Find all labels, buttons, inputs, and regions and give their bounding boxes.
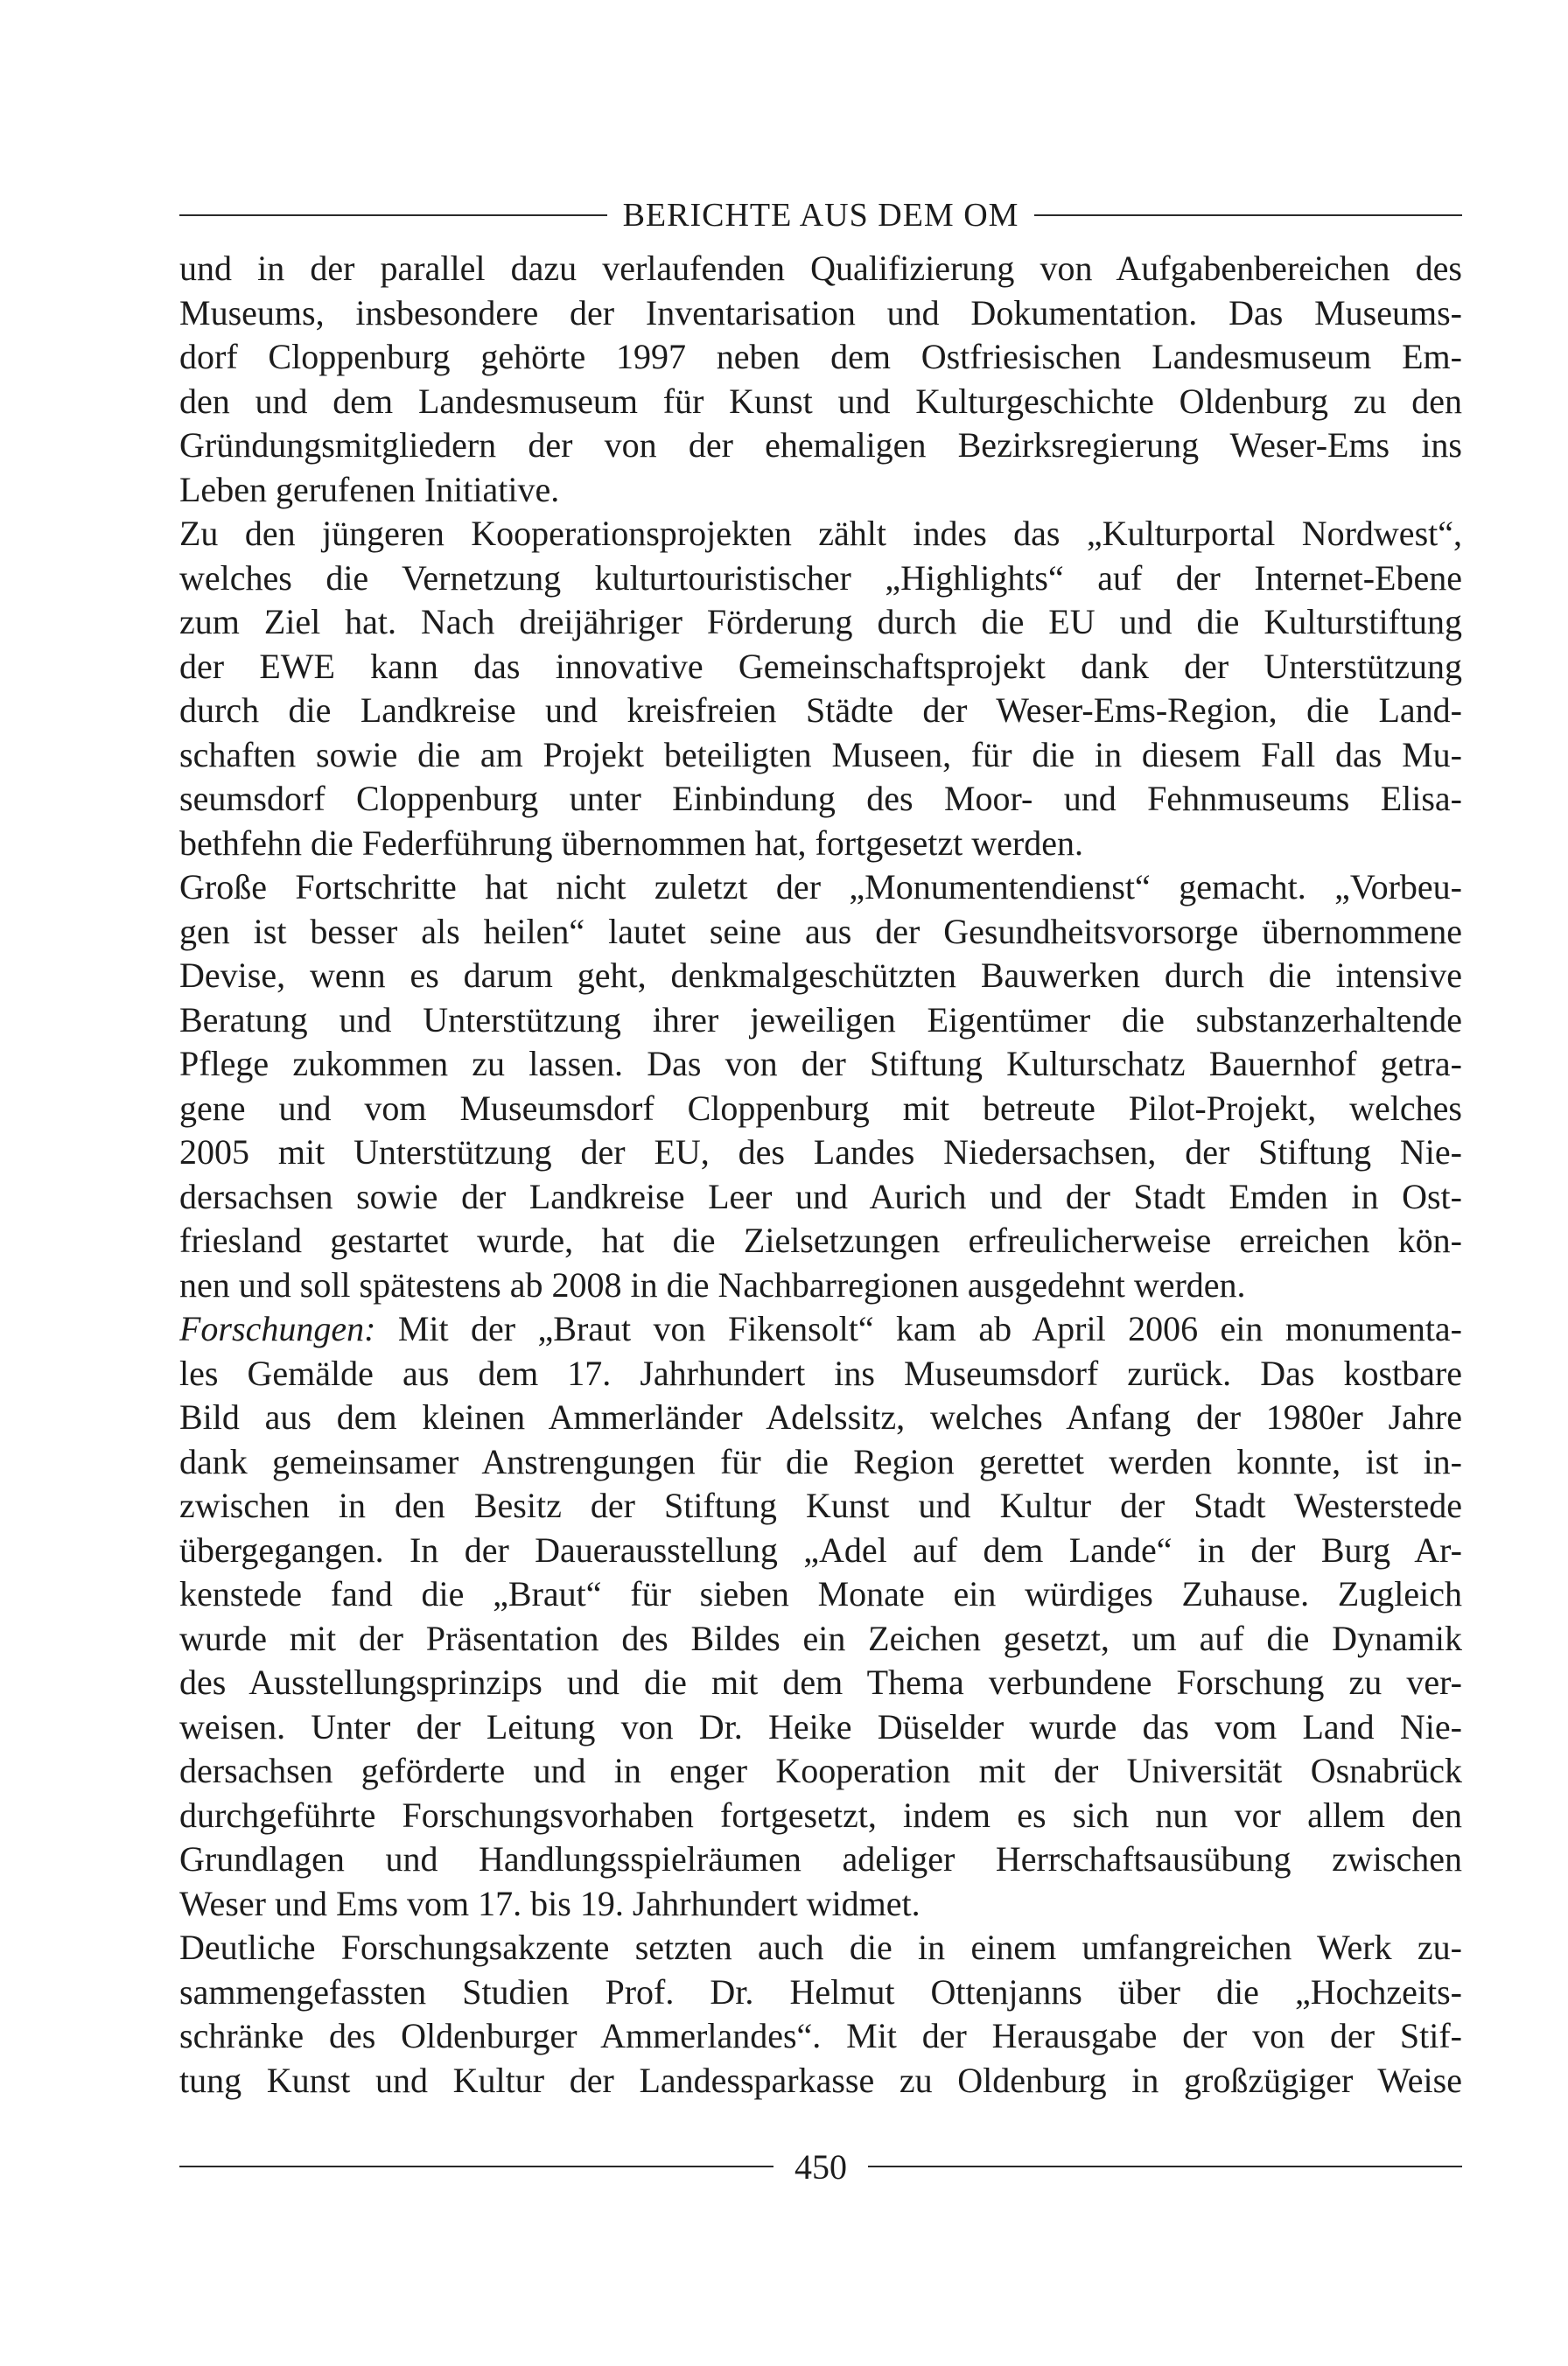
text-line: Große Fortschritte hat nicht zuletzt der „Monumentendienst“ gemacht. „Vorbeu- [179,867,1462,906]
running-head [179,187,1462,243]
text-line: Gründungsmitgliedern der von der ehemaligen Bezirksregierung Weser-Ems ins [179,425,1462,465]
page-footer [179,2138,1462,2194]
text-line: zwischen in den Besitz der Stiftung Kunst und Kultur der Stadt Westerstede [179,1486,1462,1525]
text-line: der EWE kann das innovative Gemeinschaftsprojekt dank der Unterstützung [179,646,1462,686]
text-line: friesland gestartet wurde, hat die Zielsetzungen erfreulicherweise erreichen kön- [179,1221,1462,1260]
text-line: dersachsen geförderte und in enger Kooperation mit der Universität Osnabrück [179,1751,1462,1790]
header-rule-right [1034,214,1462,216]
text-line: den und dem Landesmuseum für Kunst und Kulturgeschichte Oldenburg zu den [179,381,1462,421]
text-line: schränke des Oldenburger Ammerlandes“. Mit der Herausgabe der von der Stif- [179,2016,1462,2055]
text-line: tung Kunst und Kultur der Landessparkasse zu Oldenburg in großzügiger Weise [179,2060,1462,2100]
text-line: 2005 mit Unterstützung der EU, des Landes Niedersachsen, der Stiftung Nie- [179,1132,1462,1172]
footer-rule-right [868,2166,1462,2167]
text-line: Zu den jüngeren Kooperationsprojekten zählt indes das „Kulturportal Nordwest“, [179,514,1462,553]
text-line: seumsdorf Cloppenburg unter Einbindung des Moor- und Fehnmuseums Elisa- [179,779,1462,818]
header-rule-left [179,214,607,216]
text-line: Bild aus dem kleinen Ammerländer Adelssitz, welches Anfang der 1980er Jahre [179,1397,1462,1437]
text-line: schaften sowie die am Projekt beteiligten Museen, für die in diesem Fall das Mu- [179,734,1462,774]
section-label: Forschungen: [179,1309,376,1348]
text-line: sammengefassten Studien Prof. Dr. Helmut Ottenjanns über die „Hochzeits- [179,1971,1462,2012]
text-line: des Ausstellungsprinzips und die mit dem Thema verbundene Forschung zu ver- [179,1662,1462,1702]
text-line: wurde mit der Präsentation des Bildes ein Zeichen gesetzt, um auf die Dynamik [179,1618,1462,1658]
text-line: gene und vom Museumsdorf Cloppenburg mit betreute Pilot-Projekt, welches [179,1088,1462,1128]
text-line: Leben gerufenen Initiative. [179,469,560,509]
text-line: und in der parallel dazu verlaufenden Qualifizierung von Aufgabenbereichen des [179,248,1462,288]
text-line: nen und soll spätestens ab 2008 in die Nachbarregionen ausgedehnt werden. [179,1264,1246,1305]
text-line: zum Ziel hat. Nach dreijähriger Förderung durch die EU und die Kulturstiftung [179,602,1462,641]
text-line: dersachsen sowie der Landkreise Leer und Aurich und der Stadt Emden in Ost- [179,1176,1462,1216]
text-line: Beratung und Unterstützung ihrer jeweiligen Eigentümer die substanzerhaltende [179,999,1462,1040]
text-line: Pflege zukommen zu lassen. Das von der Stiftung Kulturschatz Bauernhof getra- [179,1044,1462,1083]
body-text [179,247,1462,2103]
text-line: dank gemeinsamer Anstrengungen für die Region gerettet werden konnte, ist in- [179,1441,1462,1481]
running-head-title: BERICHTE AUS DEM OM [622,197,1019,234]
text-line: weisen. Unter der Leitung von Dr. Heike Düselder wurde das vom Land Nie- [179,1706,1462,1746]
text-line: durch die Landkreise und kreisfreien Städte der Weser-Ems-Region, die Land- [179,690,1462,730]
text-line: Weser und Ems vom 17. bis 19. Jahrhundert widmet. [179,1883,920,1923]
text-line: Deutliche Forschungsakzente setzten auch die in einem umfangreichen Werk zu- [179,1928,1462,1967]
text-line: kenstede fand die „Braut“ für sieben Monate ein würdiges Zuhause. Zugleich [179,1574,1462,1614]
text-line: gen ist besser als heilen“ lautet seine aus der Gesundheitsvorsorge übernommene [179,911,1462,951]
text-line: Devise, wenn es darum geht, denkmalgeschützten Bauwerken durch die intensive [179,956,1462,995]
footer-rule-left [179,2166,774,2167]
text-line: les Gemälde aus dem 17. Jahrhundert ins Museumsdorf zurück. Das kostbare [179,1353,1462,1393]
text-line: übergegangen. In der Dauerausstellung „Adel auf dem Lande“ in der Burg Ar- [179,1530,1462,1570]
text-line-remainder: Mit der „Braut von Fikensolt“ kam ab April 2006 ein monumenta- [397,1309,1462,1348]
page-number: 450 [794,2146,847,2187]
text-line: bethfehn die Federführung übernommen hat, fortgesetzt werden. [179,822,1083,863]
text-line: Museums, insbesondere der Inventarisation und Dokumentation. Das Museums- [179,292,1462,332]
text-line: dorf Cloppenburg gehörte 1997 neben dem Ostfriesischen Landesmuseum Em- [179,337,1462,376]
text-line: welches die Vernetzung kulturtouristischer „Highlights“ auf der Internet-Ebene [179,557,1462,598]
text-line: durchgeführte Forschungsvorhaben fortgesetzt, indem es sich nun vor allem den [179,1795,1462,1835]
text-line: Grundlagen und Handlungsspielräumen adeliger Herrschaftsausübung zwischen [179,1839,1462,1879]
text-line-with-section-label [179,1307,1462,1352]
